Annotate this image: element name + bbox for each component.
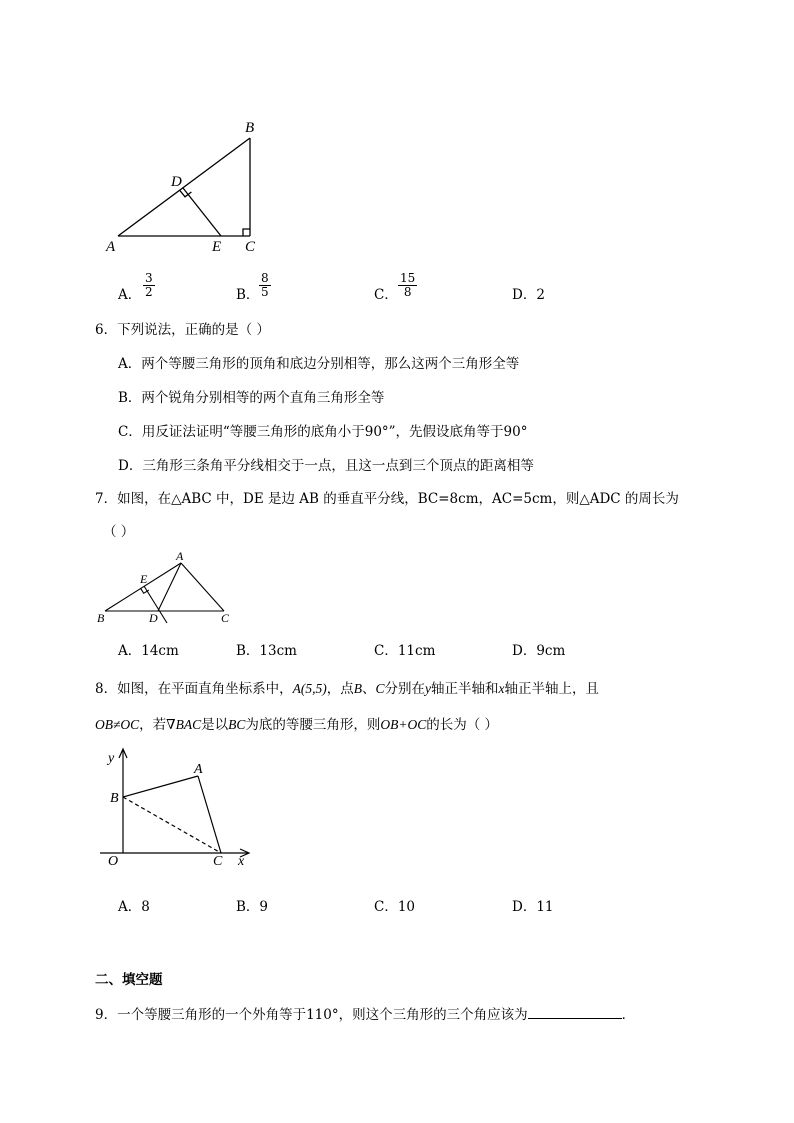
- q7-triangle-figure: [0, 550, 794, 630]
- q7-stem-line1: 7．如图，在△ABC 中，DE 是边 AB 的垂直平分线，BC=8cm，AC=5cm，则△ADC 的周长为: [95, 491, 679, 507]
- q6-option-b[interactable]: B．两个锐角分别相等的两个直角三角形全等: [118, 390, 385, 406]
- q5-b-denominator: 5: [261, 285, 269, 299]
- label-c: C: [245, 239, 256, 255]
- q8-x: x: [498, 681, 505, 696]
- q7-option-d[interactable]: D．9cm: [512, 643, 566, 659]
- label-a: A: [106, 239, 116, 255]
- section-title-fill-in: 二、填空题: [95, 972, 163, 988]
- q8-option-c[interactable]: C．10: [374, 899, 416, 915]
- q9-end: ．: [621, 1007, 636, 1023]
- q8-point-b: B: [353, 681, 362, 696]
- q5-option-d-label: D．: [512, 287, 537, 303]
- q8-sep: 、: [361, 681, 376, 697]
- q5-b-numerator: 8: [261, 271, 269, 285]
- q8-condition: OB≠OC: [95, 717, 140, 732]
- label-c: C: [221, 611, 230, 625]
- label-c: C: [213, 854, 223, 869]
- q6-option-d[interactable]: D．三角形三条角平分线相交于一点，且这一点到三个顶点的距离相等: [118, 458, 534, 474]
- segment-de: [183, 188, 221, 236]
- q9-text: 9．一个等腰三角形的一个外角等于110°，则这个三角形的三个角应该为: [95, 1007, 528, 1023]
- q8-bc: BC: [228, 717, 246, 732]
- label-b: B: [245, 120, 255, 136]
- q9-stem: [95, 1003, 635, 1023]
- q5-option-a[interactable]: [118, 283, 141, 303]
- q5-option-a-fraction: [143, 272, 155, 299]
- q8-option-a[interactable]: A．8: [118, 899, 150, 915]
- q8-text-1: 8．如图，在平面直角坐标系中，: [95, 681, 293, 697]
- q8-point-a: A(5,5): [292, 681, 327, 696]
- q7-stem-line2: （ ）: [103, 524, 135, 540]
- q5-option-d[interactable]: [512, 283, 545, 303]
- q7-option-c[interactable]: C．11cm: [374, 643, 436, 659]
- q9-answer-blank[interactable]: [528, 1006, 622, 1019]
- q8-triangle: ∇BAC: [166, 717, 202, 732]
- q8-y: y: [424, 681, 431, 696]
- q8-text-8: 为底的等腰三角形，则: [245, 717, 381, 733]
- label-a: A: [176, 549, 184, 563]
- q8-coordinate-figure: [0, 740, 794, 880]
- label-e: E: [212, 239, 222, 255]
- q8-stem-line2: [95, 713, 498, 733]
- q5-triangle-figure: [0, 0, 794, 270]
- segment-ba: [123, 776, 198, 797]
- label-b: B: [97, 611, 105, 625]
- q5-a-denominator: 2: [145, 285, 153, 299]
- q6-stem: 6．下列说法，正确的是（ ）: [95, 322, 270, 338]
- q5-a-numerator: 3: [145, 271, 153, 285]
- q8-option-d[interactable]: D．11: [512, 899, 554, 915]
- q6-option-a[interactable]: A．两个等腰三角形的顶角和底边分别相等，那么这两个三角形全等: [118, 356, 520, 372]
- label-y: y: [108, 751, 115, 766]
- q5-option-c[interactable]: [374, 283, 398, 303]
- label-a: A: [194, 762, 203, 777]
- q5-option-b-label: B．: [236, 287, 260, 303]
- right-angle-mark-c: [243, 229, 250, 236]
- q8-text-3: 分别在: [384, 681, 425, 697]
- q8-text-9: 的长为（ ）: [426, 717, 499, 733]
- q5-option-d-value: 2: [536, 287, 545, 303]
- q8-option-b[interactable]: B．9: [236, 899, 269, 915]
- q8-text-2: ，点: [326, 681, 354, 697]
- q5-option-c-fraction: [398, 272, 417, 299]
- q5-option-b-fraction: [259, 272, 271, 299]
- q8-point-c: C: [375, 681, 385, 696]
- q5-c-denominator: 8: [403, 285, 412, 299]
- segment-ac: [181, 563, 224, 611]
- label-b: B: [110, 791, 119, 806]
- label-d: D: [171, 174, 182, 190]
- q5-option-b[interactable]: [236, 283, 259, 303]
- q8-sum: OB+OC: [380, 717, 427, 732]
- q8-stem-line1: [95, 677, 599, 697]
- label-o: O: [108, 854, 119, 869]
- q7-option-a[interactable]: A．14cm: [118, 643, 179, 659]
- q8-text-5: 轴正半轴上，且: [504, 681, 599, 697]
- q6-option-c[interactable]: C．用反证法证明“等腰三角形的底角小于90°”，先假设底角等于90°: [118, 424, 528, 440]
- q5-c-numerator: 15: [400, 271, 416, 285]
- segment-ac: [198, 776, 221, 853]
- label-e: E: [140, 572, 148, 586]
- q7-option-b[interactable]: B．13cm: [236, 643, 297, 659]
- label-d: D: [149, 611, 158, 625]
- q5-option-c-label: C．: [374, 287, 398, 303]
- q8-text-7: 是以: [201, 717, 229, 733]
- q8-text-6: ，若: [139, 717, 167, 733]
- q8-text-4: 轴正半轴和: [430, 681, 499, 697]
- segment-ab: [118, 138, 250, 236]
- q5-option-a-label: A．: [118, 287, 142, 303]
- label-x: x: [238, 854, 245, 869]
